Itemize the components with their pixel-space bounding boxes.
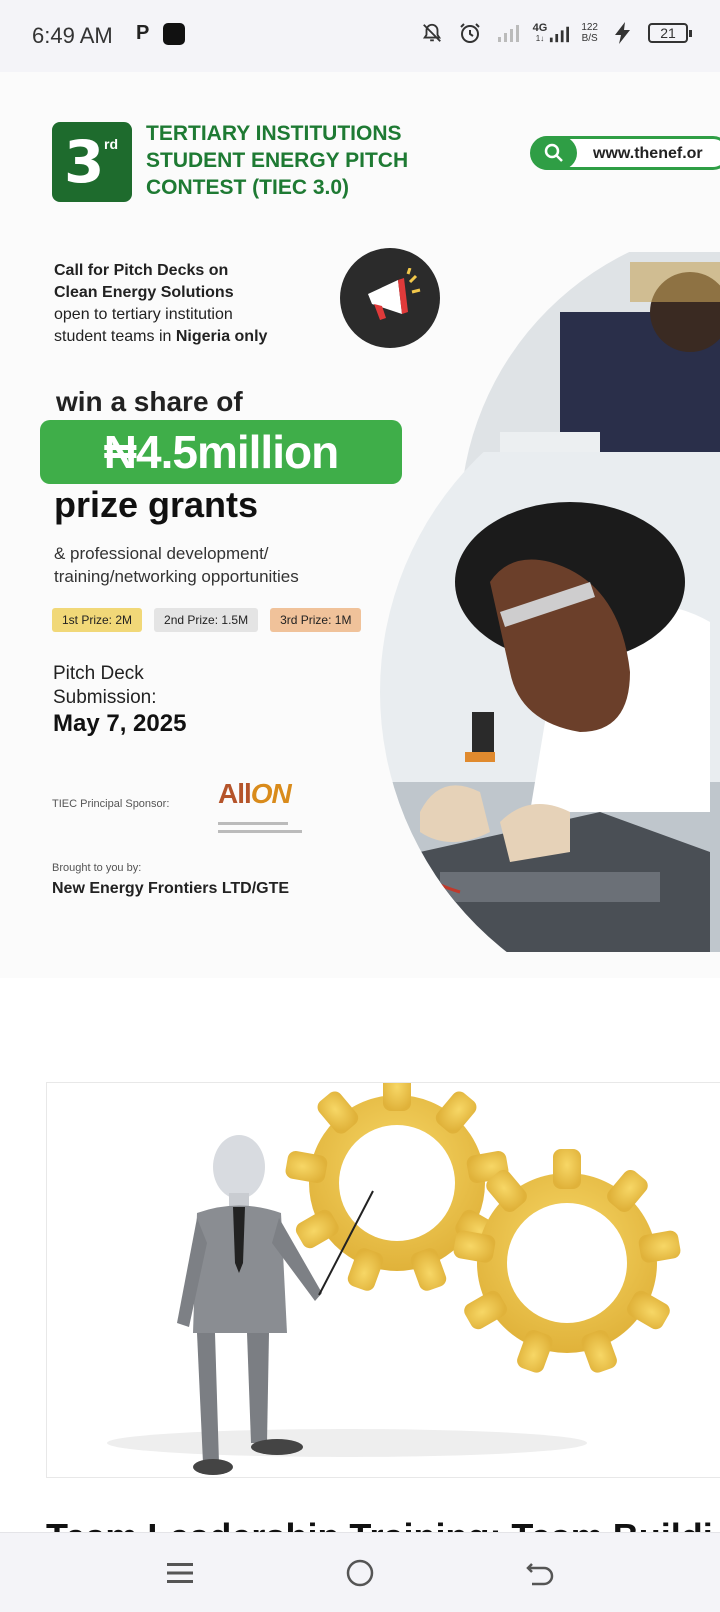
- back-button[interactable]: [520, 1553, 560, 1593]
- website-url: www.thenef.or: [593, 145, 703, 162]
- sponsor-tagline-graphic: [218, 820, 308, 838]
- opportunities-text: & professional development/ training/networking opportunities: [54, 544, 299, 586]
- pitch-contest-poster[interactable]: [0, 72, 720, 978]
- data-rate: 122 B/S: [581, 22, 598, 44]
- alarm-icon: [457, 20, 483, 46]
- win-text: win a share of: [56, 386, 243, 417]
- teamwork-gears-illustration: [47, 1083, 720, 1478]
- back-arrow-icon: [526, 1560, 554, 1586]
- signal-strong-icon: [549, 24, 569, 44]
- prize-chip-third: 3rd Prize: 1M: [270, 608, 361, 632]
- parking-app-icon: P: [136, 22, 150, 44]
- network-type: 4G 1↓: [533, 23, 570, 44]
- edition-badge: 3 rd: [52, 122, 132, 202]
- system-nav-bar: [0, 1532, 720, 1612]
- sponsor-logo: AllON: [218, 778, 291, 809]
- prize-chip-second: 2nd Prize: 1.5M: [154, 608, 258, 632]
- website-pill: [530, 136, 720, 170]
- status-time: 6:49 AM: [32, 23, 113, 48]
- prize-amount: ₦4.5million: [40, 420, 402, 484]
- status-bar: [0, 0, 720, 72]
- menu-lines-icon: [167, 1561, 193, 1585]
- search-icon: [531, 136, 577, 170]
- signal-weak-icon: [495, 20, 521, 46]
- call-for-pitch: Call for Pitch Decks on Clean Energy Solutions open to tertiary institution student teams in Nigeria only: [54, 262, 268, 345]
- recent-apps-button[interactable]: [160, 1553, 200, 1593]
- prize-chip-first: 1st Prize: 2M: [52, 608, 142, 632]
- prize-grants-text: prize grants: [54, 484, 259, 525]
- mute-bell-icon: [419, 20, 445, 46]
- deadline-label: Pitch Deck Submission:: [53, 663, 157, 708]
- battery-indicator: 21: [648, 23, 688, 43]
- prize-chips: [52, 608, 361, 632]
- poster-title: TERTIARY INSTITUTIONS STUDENT ENERGY PITCH CONTEST (TIEC 3.0): [146, 122, 409, 199]
- students-photo-collage: [380, 252, 720, 952]
- deadline-date: May 7, 2025: [53, 710, 187, 737]
- charging-bolt-icon: [610, 20, 636, 46]
- app-notification-icon: [163, 23, 185, 45]
- home-button[interactable]: [340, 1553, 380, 1593]
- brought-by-label: Brought to you by:: [52, 862, 142, 874]
- organizer-name: New Energy Frontiers LTD/GTE: [52, 880, 290, 897]
- sponsor-label: TIEC Principal Sponsor:: [52, 798, 170, 810]
- article-card[interactable]: [46, 1082, 720, 1478]
- home-circle-icon: [345, 1558, 375, 1588]
